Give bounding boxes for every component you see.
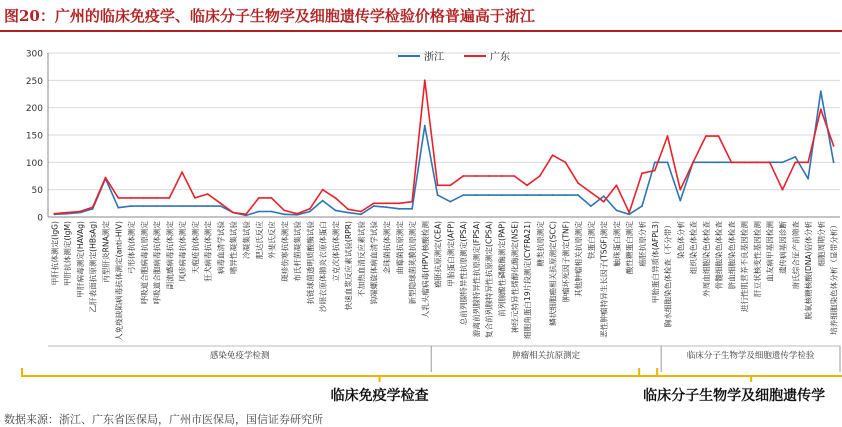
zhejiang-point: [616, 210, 618, 212]
zhejiang-point: [565, 194, 567, 196]
x-tick-label: 唐氏综合征产前筛查: [791, 221, 801, 290]
guangdong-point: [565, 161, 567, 163]
guangdong-point: [743, 161, 745, 163]
guangdong-point: [475, 175, 477, 177]
guangdong-point: [143, 197, 145, 199]
guangdong-point: [335, 197, 337, 199]
zhejiang-point: [271, 211, 273, 213]
x-tick-label: 甲肝抗体测定(IgG): [50, 221, 60, 286]
zhejiang-point: [833, 161, 835, 163]
guangdong-point: [296, 213, 298, 215]
x-tick-label: 遗传病基因诊断: [778, 221, 788, 275]
zhejiang-point: [194, 205, 196, 207]
zhejiang-point: [360, 213, 362, 215]
y-tick-label: 300: [25, 49, 43, 60]
guangdong-point: [539, 175, 541, 177]
zhejiang-point: [539, 194, 541, 196]
x-tick-label: 人免疫缺陷病毒抗体测定(anti-HIV): [114, 221, 124, 341]
x-tick-label: 脐血细胞染色体检查: [727, 221, 737, 290]
zhejiang-point: [679, 200, 681, 202]
y-tick-label: 250: [25, 76, 43, 87]
zhejiang-point: [603, 195, 605, 197]
guangdong-point: [667, 135, 669, 137]
x-tick-label: 沙眼衣原体肺炎衣原体蛋白: [318, 221, 328, 313]
zhejiang-point: [807, 178, 809, 180]
guangdong-point: [66, 212, 68, 214]
guangdong-point: [437, 184, 439, 186]
x-tick-label: 肿瘤坏死因子测定(TNF): [561, 221, 571, 303]
zhejiang-point: [424, 125, 426, 127]
guangdong-point: [833, 145, 835, 147]
x-tick-label: 触珠蛋白测定: [612, 221, 622, 267]
guangdong-point: [54, 213, 56, 215]
x-tick-label: 前列腺酸性磷酸酶测定(PAP): [497, 221, 507, 317]
x-tick-label: 染色体分析: [676, 221, 686, 259]
zhejiang-point: [526, 194, 528, 196]
zhejiang-point: [373, 205, 375, 207]
x-tick-label: 恶性肿瘤特异生长因子(TSGF)测定: [599, 221, 609, 338]
guangdong-point: [654, 170, 656, 172]
guangdong-point: [590, 192, 592, 194]
x-tick-label: 乙肝表面抗原测定(HBsAg): [88, 221, 98, 313]
y-tick-label: 150: [25, 131, 43, 142]
x-tick-label: 癌胚抗原测定(CEA): [433, 221, 443, 288]
zhejiang-point: [220, 205, 222, 207]
guangdong-point: [232, 212, 234, 214]
grid-layer: [48, 53, 840, 217]
guangdong-point: [360, 211, 362, 213]
guangdong-point: [258, 197, 260, 199]
guangdong-point: [769, 161, 771, 163]
zhejiang-point: [462, 194, 464, 196]
zhejiang-point: [130, 205, 132, 207]
zhejiang-point: [628, 213, 630, 215]
x-tick-label: 外斐氏反应: [267, 221, 277, 259]
zhejiang-point: [501, 194, 503, 196]
zhejiang-point: [513, 194, 515, 196]
guangdong-point: [271, 197, 273, 199]
zhejiang-point: [718, 161, 720, 163]
x-tick-label: 脱氧核糖核酸(DNA)倍体分析: [804, 221, 814, 320]
zhejiang-point: [782, 161, 784, 163]
zhejiang-point: [181, 205, 183, 207]
guangdong-point: [577, 182, 579, 184]
guangdong-point: [692, 161, 694, 163]
guangdong-point: [424, 79, 426, 81]
zhejiang-point: [156, 205, 158, 207]
series-guangdong-line: [54, 80, 833, 214]
guangdong-point: [386, 202, 388, 204]
y-axis: [26, 50, 48, 224]
bracket-row: [22, 368, 842, 404]
x-tick-label: 呼吸道合胞病毒抗体测定: [152, 221, 162, 305]
zhejiang-point: [437, 194, 439, 196]
guangdong-point: [130, 197, 132, 199]
group-label-row: [48, 346, 840, 372]
zhejiang-point: [335, 210, 337, 212]
x-tick-label: 骨髓细胞染色体检查: [714, 221, 724, 290]
series-zhejiang-line: [54, 91, 833, 215]
zhejiang-point: [654, 161, 656, 163]
x-tick-label: 癌胚抗原分析: [638, 221, 647, 267]
guangdong-point: [169, 197, 171, 199]
x-tick-label: 外周血细胞染色体检查: [701, 221, 711, 297]
guangdong-point: [603, 201, 605, 203]
guangdong-point: [283, 210, 285, 212]
guangdong-point: [79, 211, 81, 213]
x-tick-label: 布氏杆菌凝集试验: [293, 221, 303, 282]
x-tick-label: 病毒血清学试验: [216, 220, 226, 275]
y-tick-label: 100: [25, 158, 43, 169]
zhejiang-point: [207, 205, 209, 207]
x-tick-label: 嗜异性凝集试验: [229, 221, 239, 275]
guangdong-point: [526, 184, 528, 186]
x-tick-label: 甲肝病毒测定(HAVAg): [75, 221, 85, 298]
zhejiang-point: [667, 161, 669, 163]
zhejiang-point: [398, 208, 400, 210]
guangdong-point: [718, 135, 720, 137]
guangdong-point: [92, 206, 94, 208]
x-tick-label: 肥达氏反应: [254, 221, 264, 259]
zhejiang-point: [552, 194, 554, 196]
zhejiang-point: [169, 205, 171, 207]
guangdong-point: [156, 197, 158, 199]
zhejiang-point: [386, 206, 388, 208]
guangdong-point: [411, 201, 413, 203]
x-tick-label: 胸水细胞染色体检查（不分带）: [663, 221, 673, 328]
x-tick-label: 肝豆状核变性基因检测: [752, 221, 762, 297]
guangdong-point: [501, 175, 503, 177]
x-tick-label: 组织染色体检查: [689, 221, 699, 275]
guangdong-point: [117, 197, 119, 199]
x-tick-label: 钩端螺旋体病血清学试验: [369, 221, 379, 305]
x-tick-label: 培养细胞染色体分析（显带分析）: [829, 221, 839, 335]
guangdong-point: [373, 202, 375, 204]
zhejiang-point: [258, 211, 260, 213]
y-tick-label: 200: [25, 104, 43, 115]
x-tick-label: 副流感病毒抗体测定: [165, 221, 175, 290]
zhejiang-point: [820, 90, 822, 92]
guangdong-point: [309, 208, 311, 210]
legend: [398, 50, 510, 63]
guangdong-point: [194, 197, 196, 199]
zhejiang-point: [705, 161, 707, 163]
x-tick-label: 念珠菌抗体测定: [382, 221, 392, 275]
y-tick-label: 0: [37, 213, 43, 224]
guangdong-point: [641, 172, 643, 174]
bracket: [639, 368, 842, 376]
x-tick-label: 甲肝抗体测定(IgM): [63, 221, 73, 287]
bracket: [22, 368, 657, 376]
line-chart: [0, 32, 842, 410]
x-tick-label: 复合前列腺特异性抗原测定(CPSA): [484, 221, 494, 339]
x-tick-label: 神经元特异性烯醇化酶测定(NSE): [510, 221, 520, 334]
x-tick-label: 丙型肝炎RNA测定: [101, 221, 111, 283]
guangdong-point: [488, 175, 490, 177]
source-note: 数据来源：浙江、广东省医保局，广州市医保局，国信证券研究所: [4, 413, 323, 426]
x-axis: [48, 217, 840, 341]
x-tick-label: 风疹病毒抗体测定: [178, 221, 188, 282]
x-tick-label: 细胞周期分析: [816, 221, 826, 267]
x-tick-label: 天疱疮抗体测定: [190, 221, 200, 275]
x-tick-label: 人乳头瘤病毒(HPV)核酸检测: [420, 221, 430, 319]
zhejiang-point: [347, 212, 349, 214]
guangdong-point: [552, 154, 554, 156]
zhejiang-point: [309, 211, 311, 213]
group-label: 肿瘤相关抗原测定: [512, 351, 581, 361]
x-tick-label: 不加热血清反应素试验: [356, 221, 366, 297]
guangdong-point: [782, 189, 784, 191]
guangdong-point: [181, 171, 183, 173]
x-tick-label: 曲霉菌抗原测定: [395, 221, 405, 275]
x-tick-label: 鳞状细胞癌相关抗原测定(SCC): [548, 221, 558, 326]
guangdong-point: [794, 161, 796, 163]
figure-title: 图20：广州的临床免疫学、临床分子生物学及细胞遗传学检验价格普遍高于浙江: [4, 7, 535, 25]
zhejiang-point: [488, 194, 490, 196]
guangdong-point: [679, 189, 681, 191]
zhejiang-point: [322, 200, 324, 202]
x-tick-label: 狂犬病毒抗体测定: [203, 221, 213, 282]
x-tick-label: 进行性肌营养不良基因检测: [740, 221, 750, 313]
zhejiang-point: [794, 156, 796, 158]
x-tick-label: 抗链球菌透明质酸酶试验: [305, 221, 315, 305]
x-tick-label: 总前列腺特异性抗原测定(PSA): [459, 220, 469, 326]
zhejiang-point: [117, 207, 119, 209]
legend-guangdong-label: 广东: [490, 52, 510, 63]
guangdong-point: [347, 208, 349, 210]
zhejiang-point: [590, 205, 592, 207]
x-tick-label: 血友病甲基因检测: [765, 221, 775, 282]
x-tick-label: 立克次体抗体测定: [331, 221, 341, 282]
group-label: 临床分子生物学及细胞遗传学检验: [686, 351, 815, 361]
zhejiang-point: [283, 213, 285, 215]
zhejiang-point: [411, 208, 413, 210]
guangdong-point: [616, 184, 618, 186]
x-tick-label: 游离前列腺特异性抗原测定(FPSA): [471, 221, 481, 338]
guangdong-point: [820, 108, 822, 110]
guangdong-point: [220, 202, 222, 204]
x-tick-label: 甲胎蛋白测定(AFP): [446, 221, 456, 287]
x-tick-label: 呼吸道合胞病毒抗原测定: [139, 221, 149, 305]
x-tick-label: 快速血浆反应素试验(RPR): [344, 221, 354, 311]
series-layer: [54, 79, 835, 216]
zhejiang-point: [143, 205, 145, 207]
guangdong-point: [756, 161, 758, 163]
guangdong-point: [462, 175, 464, 177]
x-tick-label: 细胞角蛋白19片段测定(CYFRA21): [523, 221, 533, 339]
zhejiang-point: [641, 205, 643, 207]
x-tick-label: 新型隐球菌荚膜抗原测定: [408, 221, 418, 305]
x-tick-label: 酸性糖蛋白测定: [625, 221, 635, 275]
x-tick-label: 斑疹伤寒抗体测定: [280, 221, 290, 282]
y-tick-label: 50: [31, 186, 43, 197]
guangdong-point: [513, 175, 515, 177]
group-label: 感染免疫学检测: [209, 351, 270, 361]
x-tick-label: 弓形体抗体测定: [127, 221, 137, 275]
guangdong-point: [322, 189, 324, 191]
zhejiang-point: [475, 194, 477, 196]
x-tick-label: 铁蛋白测定: [586, 221, 596, 259]
guangdong-point: [731, 161, 733, 163]
guangdong-point: [705, 135, 707, 137]
zhejiang-point: [577, 194, 579, 196]
guangdong-point: [450, 184, 452, 186]
title-bar: [0, 0, 842, 32]
legend-zhejiang-label: 浙江: [424, 52, 444, 63]
guangdong-point: [245, 213, 247, 215]
guangdong-point: [105, 177, 107, 179]
bracket-label: 临床免疫学检查: [330, 388, 429, 404]
x-tick-label: 冷凝集试验: [242, 221, 251, 259]
zhejiang-point: [450, 201, 452, 203]
x-tick-label: 其他肿瘤相关抗原测定: [574, 221, 584, 297]
bracket-label: 临床分子生物学及细胞遗传学: [643, 388, 826, 404]
guangdong-point: [398, 202, 400, 204]
guangdong-point: [207, 193, 209, 195]
guangdong-point: [628, 212, 630, 214]
guangdong-point: [807, 161, 809, 163]
x-tick-label: 甲胎蛋白异质体(AFPL3): [650, 221, 660, 304]
x-tick-label: 糖类抗原测定: [535, 221, 545, 267]
